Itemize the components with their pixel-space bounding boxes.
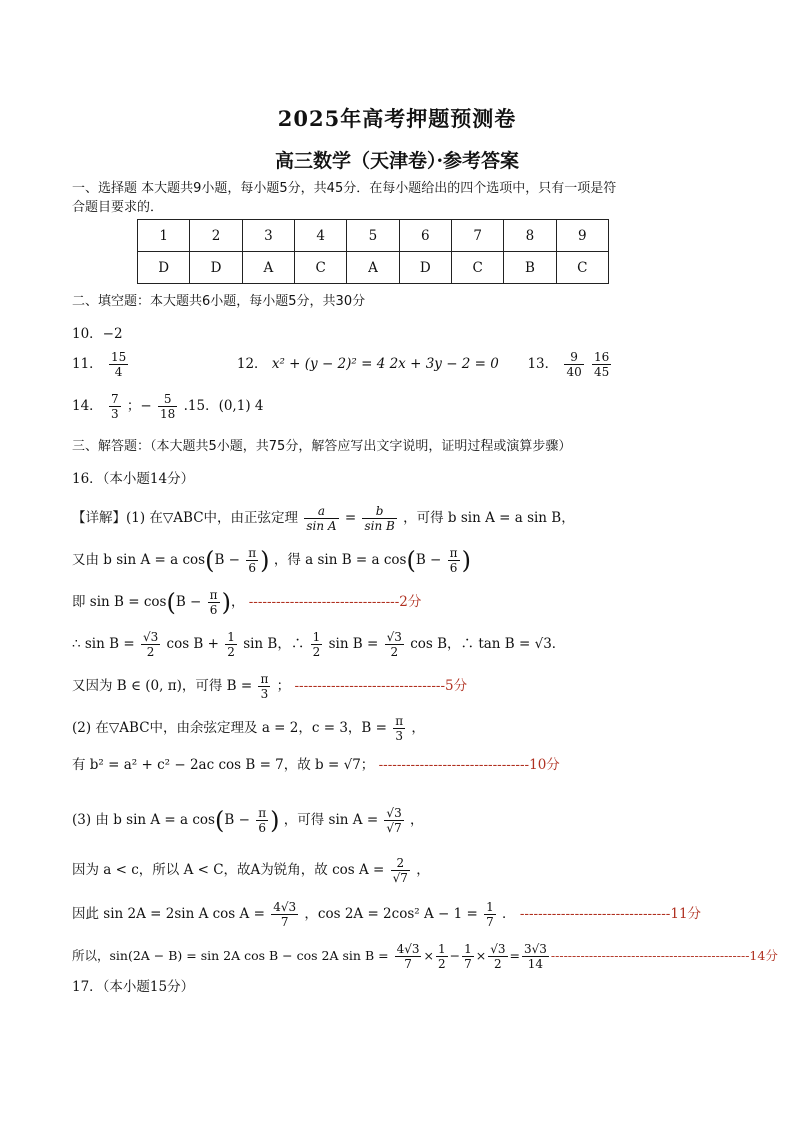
table-cell: 7	[451, 220, 503, 252]
solution-line-10	[72, 900, 701, 929]
table-cell: 4	[295, 220, 347, 252]
fraction-3sqrt3-over-14: $\frac{3√3}{14}$	[523, 942, 547, 971]
table-cell: 8	[504, 220, 556, 252]
text-run: 又因为 B ∈ (0, π)，可得 B =	[72, 678, 253, 694]
fraction-pi-over-6: $\frac{\pi}{6}$	[248, 546, 257, 575]
table-cell: 2	[190, 220, 242, 252]
answer-q10: 10．−2	[72, 326, 123, 342]
score-marker: ---------------------------------2分	[248, 594, 422, 610]
fraction-1-over-2: $\frac{1}{2}$	[227, 630, 235, 659]
solution-line-7	[72, 756, 560, 774]
fraction-pi-over-3: $\frac{\pi}{3}$	[260, 672, 269, 701]
text-run: ，可得 b sin A = a sin B，	[403, 510, 575, 526]
score-marker: ---------------------------------10分	[378, 757, 560, 773]
text-run: B −	[214, 552, 240, 568]
score-marker: ---------------------------------11分	[519, 906, 702, 922]
table-cell: 6	[399, 220, 451, 252]
text-run: =	[344, 510, 357, 526]
text-run: 又由 b sin A = a cos	[72, 552, 206, 568]
text-run: (2) 在▽ABC中，由余弦定理及 a = 2，c = 3，B =	[72, 720, 387, 736]
text-run: ．	[502, 906, 516, 922]
table-row-answers	[138, 252, 609, 284]
table-cell: C	[451, 252, 503, 284]
text-run: ；	[276, 678, 291, 694]
q12-label: 12．	[236, 356, 268, 372]
table-cell: A	[347, 252, 399, 284]
text-run: 即 sin B = cos	[72, 594, 167, 610]
text-run: ，	[230, 594, 245, 610]
score-marker: ---------------------------------5分	[294, 678, 468, 694]
text-run: ，	[411, 720, 425, 736]
text-run: =	[509, 948, 520, 963]
q11-label: 11．	[72, 356, 103, 372]
solution-line-2: 又由 b sin A = a cos(B − $\frac{\pi}{6}$ ) ，得 a sin B = a cos(B − $\frac{\pi}{6}$ )	[72, 546, 471, 575]
solution-line-1	[72, 504, 575, 533]
choice-answer-table	[137, 219, 609, 284]
solution-line-8: (3) 由 b sin A = a cos(B − $\frac{\pi}{6}$ ) ，可得 sin A = $\frac{√3}{√7}$ ，	[72, 806, 424, 835]
text-run: ×	[475, 948, 487, 963]
fraction-1-over-2: $\frac{1}{2}$	[437, 942, 446, 971]
solution-line-6	[72, 714, 425, 743]
section3-heading: 三、解答题：（本大题共5小题，共75分，解答应写出文字说明，证明过程或演算步骤）	[72, 439, 572, 454]
text-run: 因此 sin 2A = 2sin A cos A =	[72, 906, 265, 922]
fraction-1-over-7: $\frac{1}{7}$	[486, 900, 494, 929]
table-cell: D	[190, 252, 242, 284]
fraction-sqrt3-over-2: $\frac{√3}{2}$	[386, 630, 402, 659]
text-run: sin B，∴	[243, 636, 305, 652]
text-run: 所以，sin(2A − B) = sin 2A cos B − cos 2A sin B =	[72, 948, 389, 963]
table-cell: 9	[556, 220, 608, 252]
fraction-4sqrt3-over-7: $\frac{4√3}{7}$	[396, 942, 420, 971]
table-cell: 1	[138, 220, 190, 252]
text-run: B −	[175, 594, 202, 610]
answer-row-q11-q13	[72, 350, 613, 379]
text-run: (3) 由 b sin A = a cos	[72, 812, 215, 828]
text-run: ，得 a sin B = a cos	[273, 552, 407, 568]
text-run: 因为 a < c，所以 A < C，故A为锐角，故 cos A =	[72, 862, 385, 878]
q14-separator: ；−	[126, 398, 152, 414]
question-16-heading: 16．（本小题14分）	[72, 471, 195, 487]
solution-line-9	[72, 856, 430, 885]
q12-answer: x² + (y − 2)² = 4 2x + 3y − 2 = 0	[271, 356, 499, 372]
fraction-4sqrt3-over-7: $\frac{4√3}{7}$	[273, 900, 297, 929]
fraction-sqrt3-over-sqrt7: $\frac{√3}{√7}$	[386, 806, 402, 835]
q13-fraction-2: $\frac{16}{45}$	[594, 350, 610, 379]
fraction-pi-over-6: $\frac{\pi}{6}$	[449, 546, 458, 575]
fraction-sqrt3-over-2: $\frac{√3}{2}$	[490, 942, 506, 971]
fraction-b-over-sinB: $\frac{b}{\text{sin B}}$	[364, 504, 395, 533]
q11-fraction: $\frac{15}{4}$	[110, 350, 127, 379]
table-cell: B	[504, 252, 556, 284]
text-run: 有 b² = a² + c² − 2ac cos B = 7，故 b = √7；	[72, 757, 375, 773]
q14-fraction-2: $\frac{5}{18}$	[160, 392, 176, 421]
solution-line-11	[72, 942, 778, 971]
text-run: ，	[416, 862, 430, 878]
table-row-question-numbers	[138, 220, 609, 252]
section2-heading: 二、填空题：本大题共6小题，每小题5分，共30分	[72, 294, 366, 309]
text-run: cos B，∴ tan B = √3．	[410, 636, 566, 652]
text-run: −	[449, 948, 461, 963]
solution-line-4	[72, 630, 565, 659]
text-run: ×	[423, 948, 434, 963]
text-run: ∴ sin B =	[72, 636, 135, 652]
q14-label: 14．	[72, 398, 103, 414]
score-marker: -----------------------------------------------14分	[550, 948, 778, 963]
section1-instructions-line2: 合题目要求的．	[72, 200, 164, 215]
text-run: B −	[224, 812, 250, 828]
q14-fraction-1: $\frac{7}{3}$	[110, 392, 119, 421]
fraction-1-over-2: $\frac{1}{2}$	[312, 630, 321, 659]
text-run: ，cos 2A = 2cos² A − 1 =	[304, 906, 478, 922]
section1-instructions-line1: 一、选择题 本大题共9小题，每小题5分，共45分．在每小题给出的四个选项中，只有一项是符	[72, 181, 617, 196]
fraction-1-over-7: $\frac{1}{7}$	[464, 942, 472, 971]
fraction-sqrt3-over-2: $\frac{√3}{2}$	[142, 630, 159, 659]
text-run: 【详解】(1) 在▽ABC中，由正弦定理	[72, 510, 299, 526]
table-cell: D	[138, 252, 190, 284]
text-run: ，	[410, 812, 424, 828]
q13-label: 13．	[527, 356, 559, 372]
table-cell: A	[242, 252, 294, 284]
table-cell: 5	[347, 220, 399, 252]
table-cell: D	[399, 252, 451, 284]
table-cell: C	[556, 252, 608, 284]
solution-line-3: 即 sin B = cos(B − $\frac{\pi}{6}$ )， ---------------------------------2分	[72, 588, 422, 617]
fraction-2-over-sqrt7: $\frac{2}{√7}$	[392, 856, 408, 885]
answer-row-q14-q15	[72, 392, 263, 421]
q13-fraction-1: $\frac{9}{40}$	[566, 350, 582, 379]
fraction-pi-over-6: $\frac{\pi}{6}$	[258, 806, 267, 835]
fraction-pi-over-3: $\frac{\pi}{3}$	[395, 714, 404, 743]
table-cell: 3	[242, 220, 294, 252]
document-title: 2025年高考押题预测卷	[277, 106, 517, 131]
text-run: cos B +	[166, 636, 219, 652]
fraction-a-over-sinA: $\frac{a}{\text{sin A}}$	[306, 504, 337, 533]
text-run: sin B =	[328, 636, 379, 652]
question-17-heading: 17．（本小题15分）	[72, 979, 195, 995]
table-cell: C	[295, 252, 347, 284]
text-run: B −	[415, 552, 442, 568]
solution-line-5	[72, 672, 467, 701]
q15-answer: .15．(0,1) 4	[183, 398, 264, 414]
fraction-pi-over-6: $\frac{\pi}{6}$	[209, 588, 218, 617]
text-run: ，可得 sin A =	[283, 812, 379, 828]
document-subtitle: 高三数学（天津卷）·参考答案	[274, 150, 520, 172]
